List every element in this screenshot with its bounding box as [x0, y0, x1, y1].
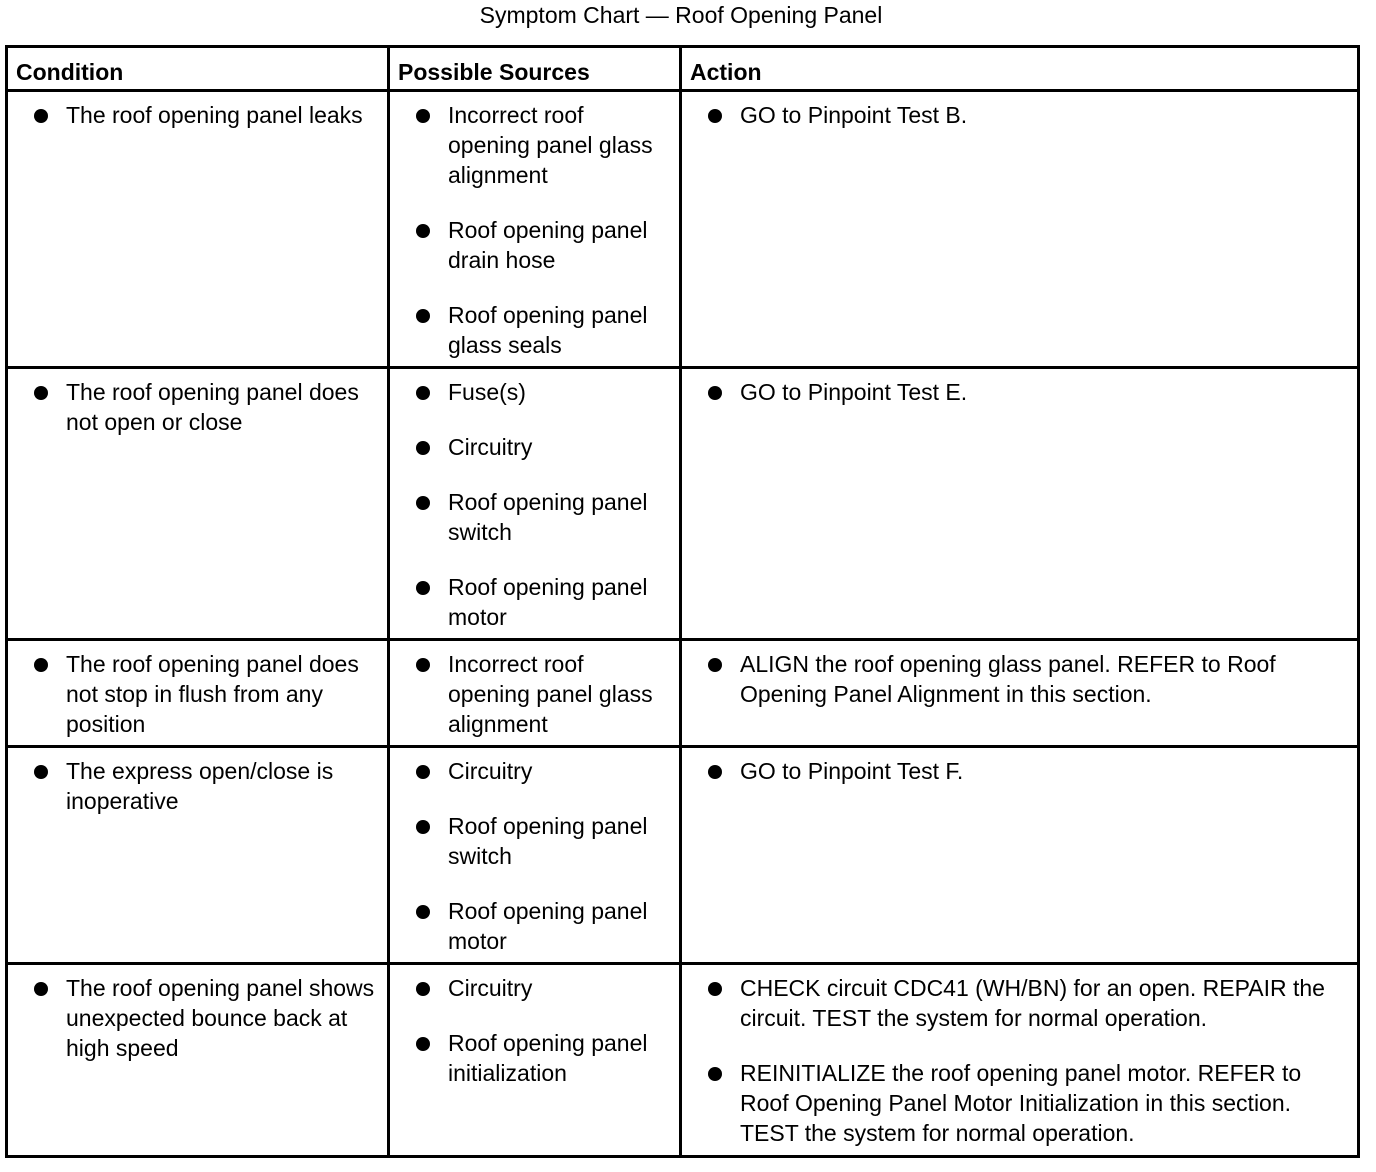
- table-row: [7, 640, 1359, 747]
- condition-text: The roof opening panel leaks: [66, 102, 363, 128]
- bullet-icon: [34, 982, 48, 996]
- list-item: [390, 377, 671, 407]
- action-text: GO to Pinpoint Test F.: [740, 758, 964, 784]
- bullet-icon: [34, 386, 48, 400]
- condition-text: The express open/close is inoperative: [66, 758, 334, 814]
- bullet-icon: [416, 309, 430, 323]
- source-text: Roof opening panel switch: [448, 489, 648, 545]
- list-item: [390, 1028, 671, 1088]
- list-item: [8, 100, 379, 130]
- action-text: CHECK circuit CDC41 (WH/BN) for an open. REPAIR the circuit. TEST the system for normal operation.: [740, 975, 1325, 1031]
- condition-text: The roof opening panel does not stop in flush from any position: [66, 651, 359, 737]
- action-text: GO to Pinpoint Test E.: [740, 379, 968, 405]
- list-item: [390, 572, 671, 632]
- action-cell: [681, 747, 1359, 964]
- source-text: Circuitry: [448, 975, 533, 1001]
- bullet-icon: [416, 765, 430, 779]
- sources-cell: [389, 640, 681, 747]
- table-row: [7, 747, 1359, 964]
- condition-text: The roof opening panel does not open or close: [66, 379, 359, 435]
- list-item: [682, 377, 1349, 407]
- list-item: [390, 300, 671, 360]
- bullet-icon: [708, 109, 722, 123]
- action-cell: [681, 368, 1359, 640]
- list-item: [8, 973, 379, 1063]
- sources-cell: [389, 91, 681, 368]
- list-item: [390, 100, 671, 190]
- list-item: [682, 1058, 1349, 1148]
- bullet-icon: [416, 905, 430, 919]
- action-text: ALIGN the roof opening glass panel. REFER to Roof Opening Panel Alignment in this section.: [740, 651, 1276, 707]
- source-text: Incorrect roof opening panel glass alignment: [448, 102, 653, 188]
- table-row: [7, 91, 1359, 368]
- bullet-icon: [416, 109, 430, 123]
- bullet-icon: [708, 982, 722, 996]
- source-text: Roof opening panel initialization: [448, 1030, 648, 1086]
- sources-cell: [389, 964, 681, 1157]
- list-item: [682, 649, 1349, 709]
- header-possible-sources: Possible Sources: [389, 47, 681, 91]
- source-text: Circuitry: [448, 434, 533, 460]
- list-item: [682, 973, 1349, 1033]
- action-text: REINITIALIZE the roof opening panel motor. REFER to Roof Opening Panel Motor Initialization in this section. TEST the system for normal operation.: [740, 1060, 1302, 1146]
- bullet-icon: [34, 658, 48, 672]
- bullet-icon: [34, 109, 48, 123]
- source-text: Roof opening panel glass seals: [448, 302, 648, 358]
- source-text: Roof opening panel switch: [448, 813, 648, 869]
- list-item: [390, 487, 671, 547]
- bullet-icon: [416, 441, 430, 455]
- header-action: Action: [681, 47, 1359, 91]
- bullet-icon: [416, 224, 430, 238]
- bullet-icon: [416, 1037, 430, 1051]
- list-item: [390, 215, 671, 275]
- condition-cell: [7, 640, 389, 747]
- action-cell: [681, 91, 1359, 368]
- bullet-icon: [416, 496, 430, 510]
- table-row: [7, 964, 1359, 1157]
- list-item: [8, 377, 379, 437]
- sources-cell: [389, 368, 681, 640]
- table-row: [7, 368, 1359, 640]
- condition-cell: [7, 91, 389, 368]
- list-item: [390, 896, 671, 956]
- condition-cell: [7, 964, 389, 1157]
- symptom-table: [5, 45, 1360, 1158]
- list-item: [682, 756, 1349, 786]
- condition-cell: [7, 747, 389, 964]
- bullet-icon: [416, 982, 430, 996]
- source-text: Roof opening panel motor: [448, 898, 648, 954]
- source-text: Incorrect roof opening panel glass alignment: [448, 651, 653, 737]
- list-item: [390, 649, 671, 739]
- sources-cell: [389, 747, 681, 964]
- source-text: Roof opening panel motor: [448, 574, 648, 630]
- bullet-icon: [416, 581, 430, 595]
- action-cell: [681, 964, 1359, 1157]
- list-item: [390, 811, 671, 871]
- list-item: [390, 756, 671, 786]
- action-cell: [681, 640, 1359, 747]
- condition-text: The roof opening panel shows unexpected bounce back at high speed: [66, 975, 375, 1061]
- bullet-icon: [708, 386, 722, 400]
- source-text: Circuitry: [448, 758, 533, 784]
- bullet-icon: [708, 658, 722, 672]
- bullet-icon: [416, 386, 430, 400]
- header-condition: Condition: [7, 47, 389, 91]
- source-text: Fuse(s): [448, 379, 526, 405]
- list-item: [390, 432, 671, 462]
- list-item: [8, 649, 379, 739]
- bullet-icon: [34, 765, 48, 779]
- bullet-icon: [416, 658, 430, 672]
- header-row: [7, 47, 1359, 91]
- bullet-icon: [708, 1067, 722, 1081]
- condition-cell: [7, 368, 389, 640]
- list-item: [8, 756, 379, 816]
- source-text: Roof opening panel drain hose: [448, 217, 648, 273]
- bullet-icon: [708, 765, 722, 779]
- list-item: [682, 100, 1349, 130]
- action-text: GO to Pinpoint Test B.: [740, 102, 968, 128]
- chart-title: Symptom Chart — Roof Opening Panel: [479, 2, 883, 28]
- list-item: [390, 973, 671, 1003]
- bullet-icon: [416, 820, 430, 834]
